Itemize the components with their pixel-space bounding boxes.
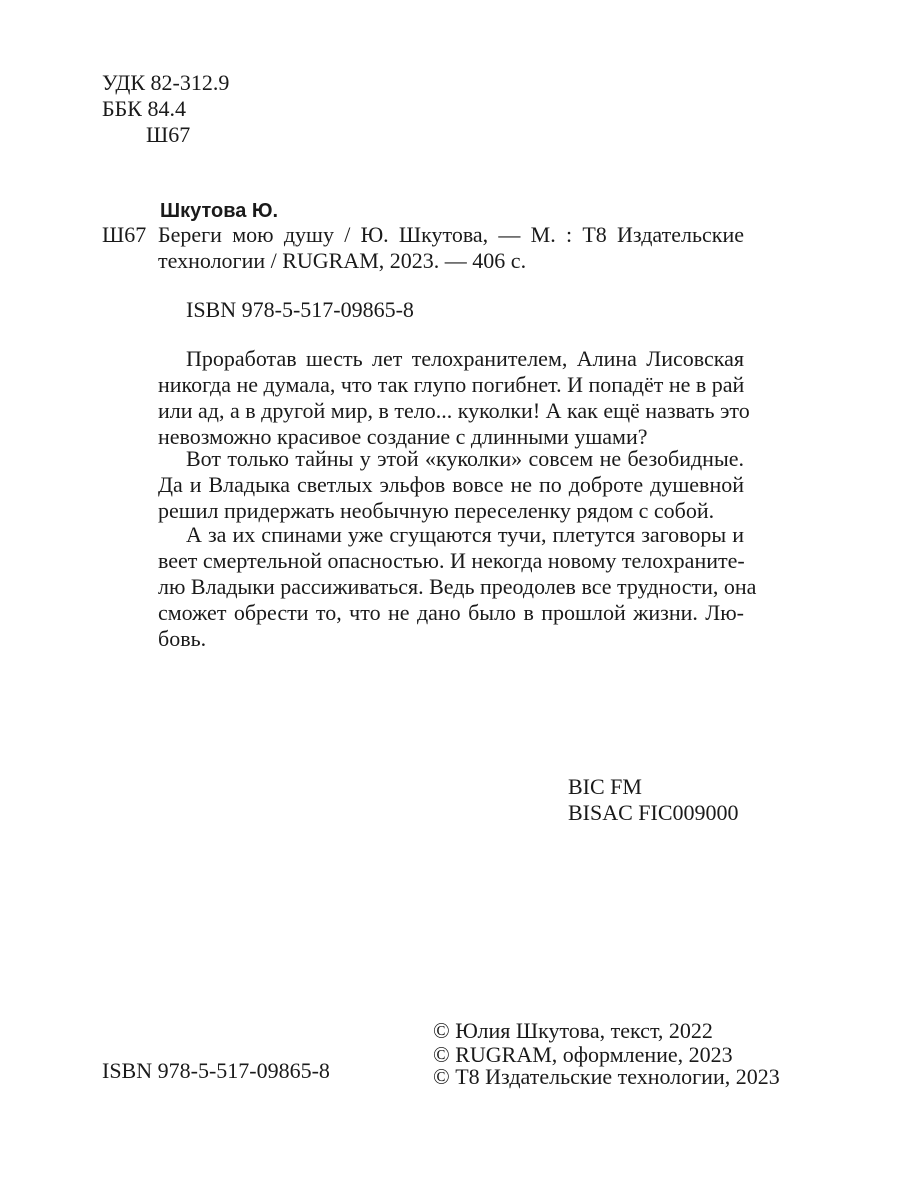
annotation-line: решил придержать необычную переселенку рядом с собой.: [158, 498, 715, 523]
annotation-line: Проработав шесть лет телохранителем, Алина Лисовская: [186, 346, 744, 371]
copyright-line: © RUGRAM, оформление, 2023: [433, 1042, 733, 1067]
copyright-line: © Юлия Шкутова, текст, 2022: [433, 1018, 713, 1043]
bisac-code: BISAC FIC009000: [568, 800, 739, 825]
copyright-line: © Т8 Издательские технологии, 2023: [433, 1064, 780, 1089]
bibliographic-line: технологии / RUGRAM, 2023. — 406 с.: [158, 248, 527, 273]
annotation-line: Да и Владыка светлых эльфов вовсе не по доброте душевной: [158, 472, 744, 497]
annotation-line: невозможно красивое создание с длинными ушами?: [158, 424, 648, 449]
annotation-line: лю Владыки рассиживаться. Ведь преодолев все трудности, она: [158, 574, 757, 599]
annotation-line: сможет обрести то, что не дано было в прошлой жизни. Лю-: [158, 600, 744, 625]
author-sign: Ш67: [146, 122, 191, 147]
catalog-author-sign: Ш67: [102, 222, 147, 247]
annotation-line: Вот только тайны у этой «куколки» совсем не безобидные.: [186, 446, 744, 471]
footer-isbn: ISBN 978-5-517-09865-8: [102, 1058, 330, 1083]
udk-code: УДК 82-312.9: [102, 70, 230, 95]
annotation-line: А за их спинами уже сгущаются тучи, плетутся заговоры и: [186, 522, 744, 547]
bibliographic-line: Береги мою душу / Ю. Шкутова, — М. : Т8 Издательские: [158, 222, 744, 247]
annotation-line: или ад, а в другой мир, в тело... куколки! А как ещё назвать это: [158, 398, 750, 423]
annotation-line: веет смертельной опасностью. И некогда новому телохраните-: [158, 548, 745, 573]
catalog-isbn: ISBN 978-5-517-09865-8: [186, 297, 414, 322]
annotation-line: бовь.: [158, 626, 207, 651]
bbk-code: ББК 84.4: [102, 96, 186, 121]
author-heading: Шкутова Ю.: [160, 200, 279, 222]
annotation-line: никогда не думала, что так глупо погибнет. И попадёт не в рай: [158, 372, 745, 397]
bic-code: BIC FM: [568, 774, 642, 799]
